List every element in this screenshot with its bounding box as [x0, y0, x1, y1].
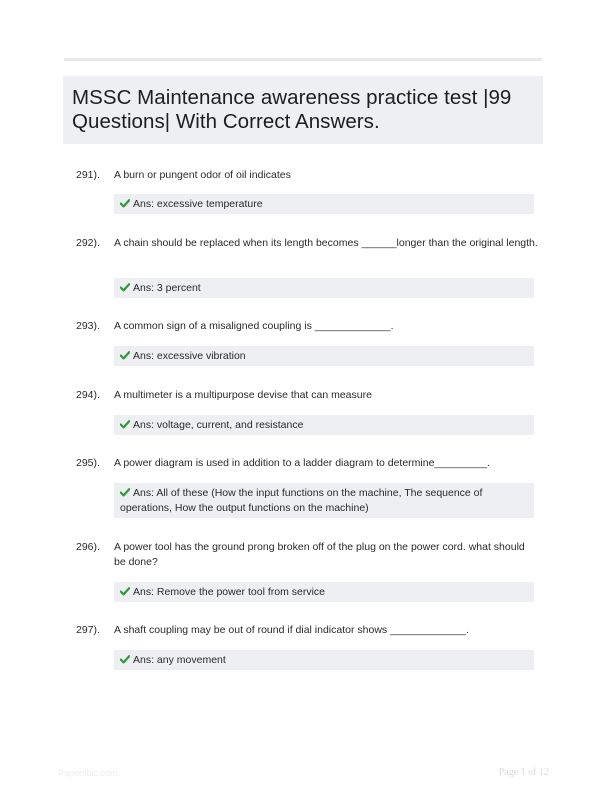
answer-box — [114, 278, 534, 298]
question-text: A common sign of a misaligned coupling is _____________. — [114, 320, 394, 332]
question-text: A burn or pungent odor of oil indicates — [114, 169, 291, 181]
check-icon — [120, 199, 130, 208]
answer-text: Ans: voltage, current, and resistance — [133, 418, 304, 431]
question-text: A power tool has the ground prong broken off of the plug on the power cord. what should be done? — [114, 541, 525, 568]
question-text: A chain should be replaced when its length becomes ______longer than the original length. — [114, 237, 538, 249]
footer-watermark: Papertibic.com — [58, 768, 118, 778]
answer-text: Ans: any movement — [133, 653, 226, 666]
answer-text: Ans: excessive vibration — [133, 349, 246, 362]
check-icon — [120, 655, 130, 664]
question-text: A power diagram is used in addition to a ladder diagram to determine_________. — [114, 457, 490, 469]
question-number: 295). — [76, 457, 100, 469]
check-icon — [120, 488, 130, 497]
check-icon — [120, 283, 130, 292]
document-title: MSSC Maintenance awareness practice test |99 Questions| With Correct Answers. — [72, 86, 512, 133]
answer-text: Ans: excessive temperature — [133, 197, 263, 210]
question-number: 297). — [76, 624, 100, 636]
check-icon — [120, 587, 130, 596]
title-banner — [63, 76, 543, 144]
answer-box — [114, 346, 534, 366]
page-number: Page 1 of 12 — [498, 767, 549, 778]
question-text: A multimeter is a multipurpose devise that can measure — [114, 389, 372, 401]
answer-box — [114, 194, 534, 214]
answer-text: Ans: 3 percent — [133, 281, 201, 294]
question-number: 296). — [76, 541, 100, 553]
answer-box — [114, 483, 534, 518]
header-divider — [64, 58, 542, 61]
question-text: A shaft coupling may be out of round if dial indicator shows _____________. — [114, 624, 469, 636]
answer-text: Ans: Remove the power tool from service — [133, 585, 325, 598]
question-number: 293). — [76, 320, 100, 332]
question-number: 291). — [76, 169, 100, 181]
answer-box — [114, 415, 534, 435]
check-icon — [120, 420, 130, 429]
answer-text: Ans: All of these (How the input functions on the machine, The sequence of operations, How the output functions on the machine) — [120, 486, 483, 514]
question-number: 294). — [76, 389, 100, 401]
check-icon — [120, 351, 130, 360]
question-number: 292). — [76, 237, 100, 249]
answer-box — [114, 650, 534, 670]
answer-box — [114, 582, 534, 602]
